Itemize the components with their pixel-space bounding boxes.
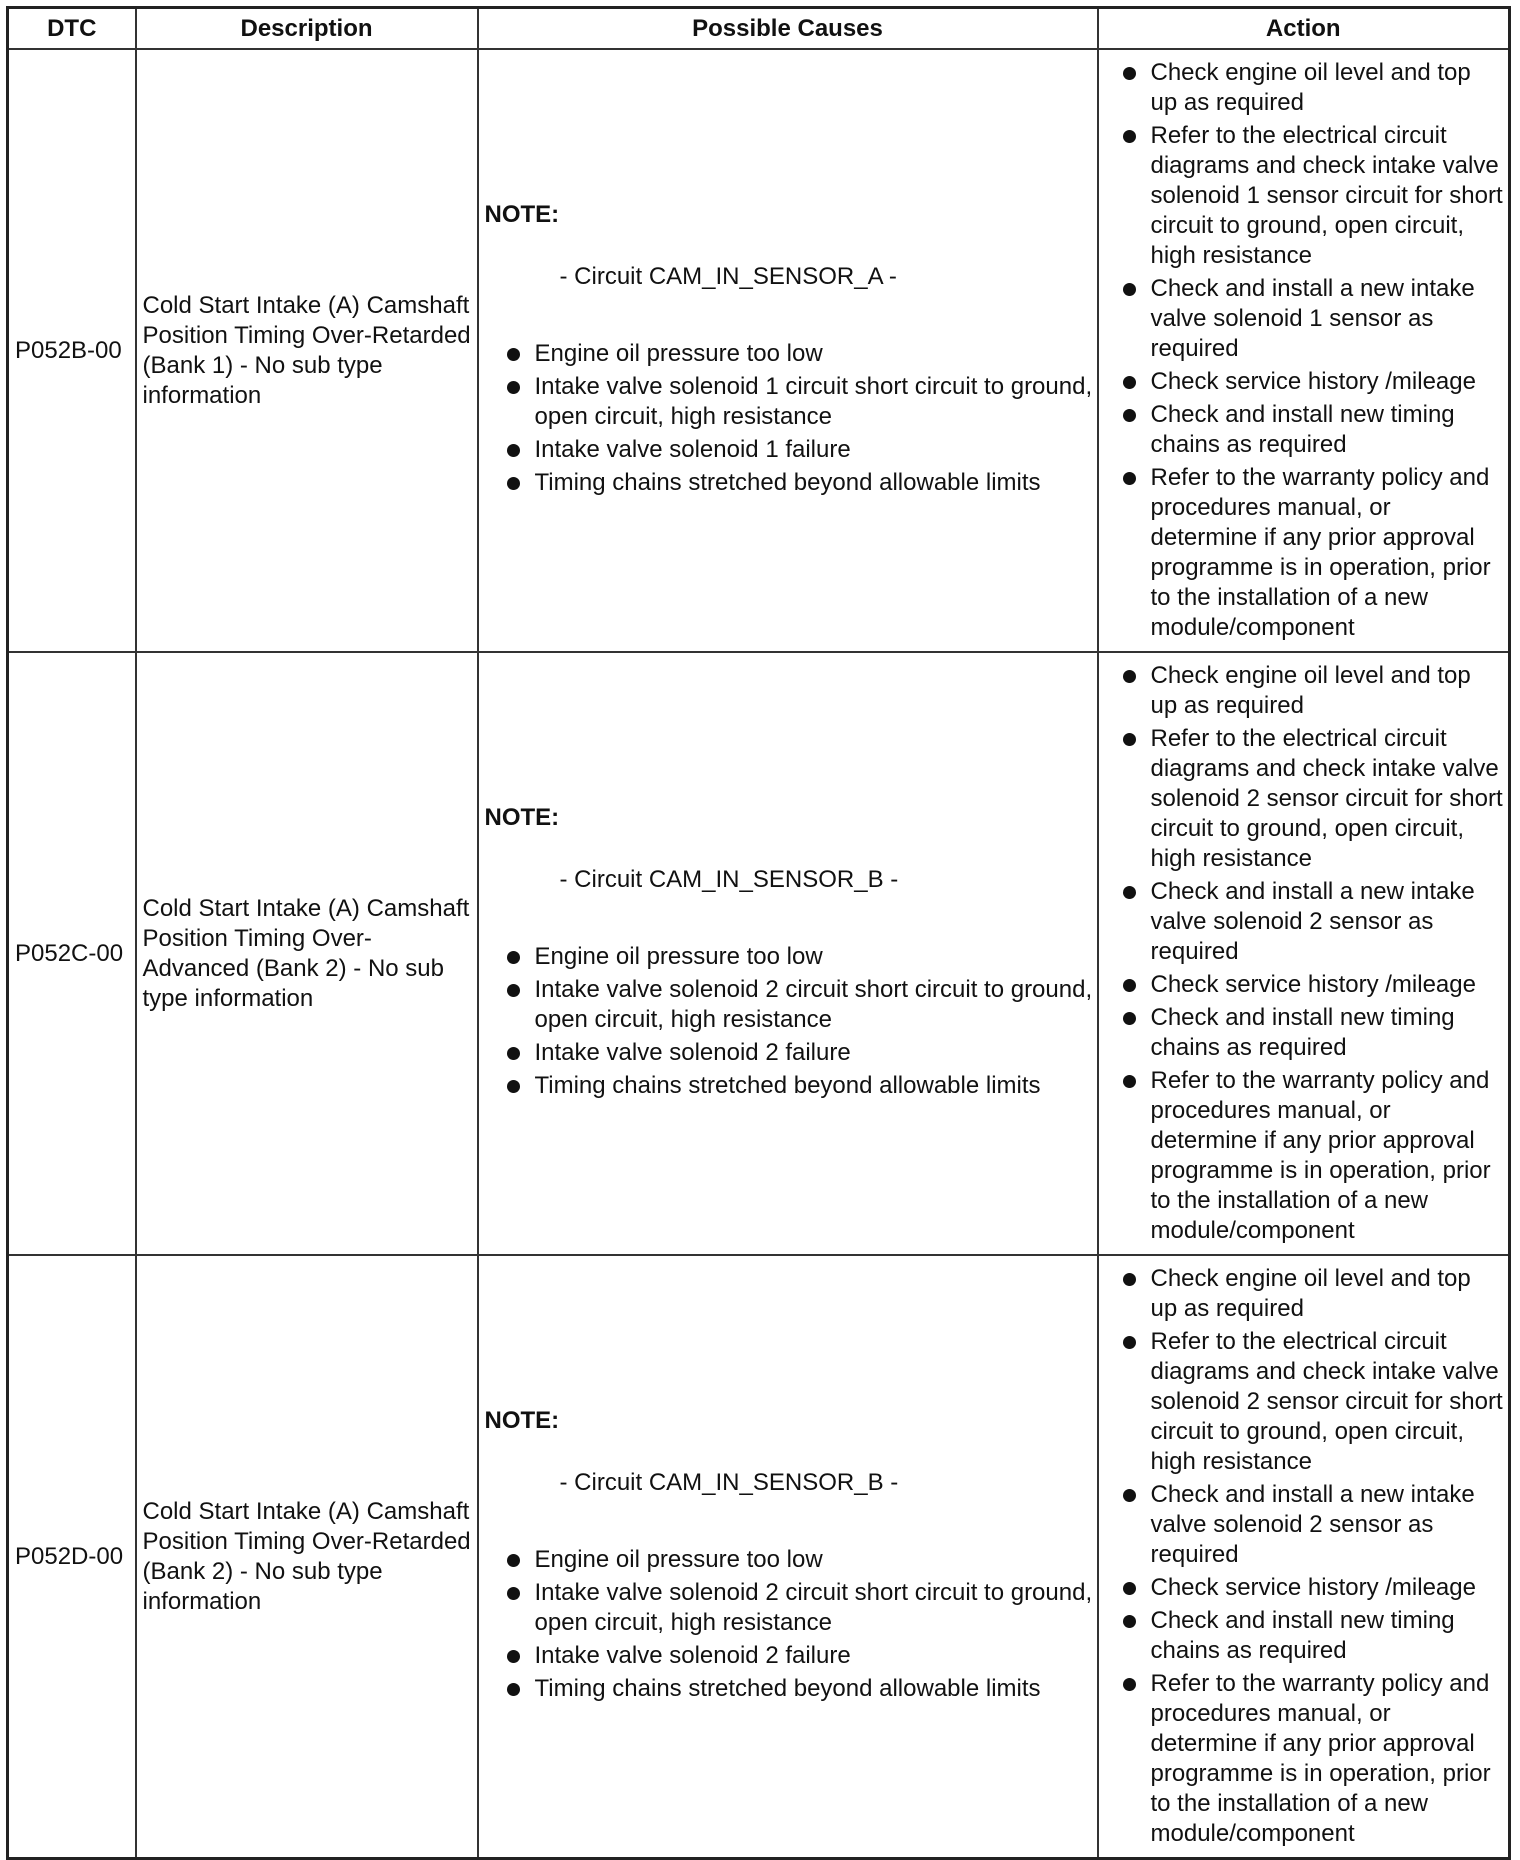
dtc-description: Cold Start Intake (A) Camshaft Position Timing Over-Advanced (Bank 2) - No sub type information: [136, 652, 478, 1255]
causes-list: [485, 942, 1093, 1101]
action-item: [1119, 400, 1505, 460]
action-list: [1119, 58, 1505, 643]
cause-text: Timing chains stretched beyond allowable limits: [534, 1675, 1041, 1702]
action-text: Check engine oil level and top up as required: [1150, 662, 1471, 719]
causes-list: [485, 339, 1093, 498]
action-text: Check engine oil level and top up as required: [1150, 59, 1471, 116]
circuit-name: - Circuit CAM_IN_SENSOR_B -: [559, 1469, 899, 1496]
action-text: Check service history /mileage: [1150, 368, 1476, 395]
bullet-icon: [507, 1650, 520, 1663]
cause-item: [503, 1578, 1093, 1638]
bullet-icon: [1123, 886, 1136, 899]
bullet-icon: [507, 477, 520, 490]
cause-text: Timing chains stretched beyond allowable limits: [534, 1072, 1041, 1099]
bullet-icon: [1123, 130, 1136, 143]
cause-item: [503, 468, 1093, 498]
action-text: Check and install a new intake valve solenoid 1 sensor as required: [1150, 275, 1475, 362]
cause-text: Intake valve solenoid 2 failure: [534, 1039, 851, 1066]
bullet-icon: [507, 1587, 520, 1600]
bullet-icon: [1123, 376, 1136, 389]
cause-item: [503, 1071, 1093, 1101]
note-label: NOTE:: [484, 201, 560, 228]
bullet-icon: [1123, 1678, 1136, 1691]
cause-text: Intake valve solenoid 2 circuit short circuit to ground, open circuit, high resistance: [534, 1579, 1093, 1636]
bullet-icon: [1123, 472, 1136, 485]
action-item: [1119, 661, 1505, 721]
circuit-name: - Circuit CAM_IN_SENSOR_B -: [559, 866, 899, 893]
bullet-icon: [1123, 1075, 1136, 1088]
dtc-code: P052D-00: [8, 1255, 136, 1859]
action-text: Check and install new timing chains as required: [1150, 401, 1455, 458]
bullet-icon: [1123, 1582, 1136, 1595]
note-label: NOTE:: [484, 804, 560, 831]
action-text: Refer to the warranty policy and procedures manual, or determine if any prior approval programme is in operation, prior to the installation of a new module/component: [1150, 1670, 1491, 1847]
bullet-icon: [507, 1080, 520, 1093]
cause-item: [503, 372, 1093, 432]
cause-text: Intake valve solenoid 2 failure: [534, 1642, 851, 1669]
cause-item: [503, 1038, 1093, 1068]
table-row: [8, 652, 1510, 1255]
table-body: [8, 49, 1510, 1859]
action-item: [1119, 1480, 1505, 1570]
cause-item: [503, 339, 1093, 369]
header-possible-causes: Possible Causes: [478, 8, 1098, 50]
note-label: NOTE:: [484, 1407, 560, 1434]
action-text: Check and install a new intake valve solenoid 2 sensor as required: [1150, 1481, 1475, 1568]
header-row: [8, 8, 1510, 50]
bullet-icon: [507, 1554, 520, 1567]
action-item: [1119, 367, 1505, 397]
dtc-description: Cold Start Intake (A) Camshaft Position Timing Over-Retarded (Bank 2) - No sub type information: [136, 1255, 478, 1859]
action-item: [1119, 877, 1505, 967]
possible-causes-cell: [478, 49, 1098, 652]
cause-text: Engine oil pressure too low: [534, 943, 823, 970]
bullet-icon: [1123, 1336, 1136, 1349]
cause-item: [503, 942, 1093, 972]
action-item: [1119, 1066, 1505, 1246]
dtc-description: Cold Start Intake (A) Camshaft Position Timing Over-Retarded (Bank 1) - No sub type information: [136, 49, 478, 652]
action-item: [1119, 970, 1505, 1000]
header-action: Action: [1098, 8, 1510, 50]
action-text: Refer to the electrical circuit diagrams and check intake valve solenoid 2 sensor circuit for short circuit to ground, open circuit, high resistance: [1150, 1328, 1503, 1475]
bullet-icon: [1123, 409, 1136, 422]
cause-text: Intake valve solenoid 1 failure: [534, 436, 851, 463]
bullet-icon: [1123, 67, 1136, 80]
bullet-icon: [1123, 1615, 1136, 1628]
cause-text: Engine oil pressure too low: [534, 340, 823, 367]
table-row: [8, 1255, 1510, 1859]
causes-list: [485, 1545, 1093, 1704]
bullet-icon: [507, 348, 520, 361]
action-list: [1119, 1264, 1505, 1849]
action-text: Check service history /mileage: [1150, 971, 1476, 998]
action-item: [1119, 1003, 1505, 1063]
action-cell: [1098, 652, 1510, 1255]
cause-text: Intake valve solenoid 2 circuit short circuit to ground, open circuit, high resistance: [534, 976, 1093, 1033]
action-text: Check engine oil level and top up as required: [1150, 1265, 1471, 1322]
action-text: Refer to the warranty policy and procedures manual, or determine if any prior approval programme is in operation, prior to the installation of a new module/component: [1150, 464, 1491, 641]
cause-item: [503, 975, 1093, 1035]
header-description: Description: [136, 8, 478, 50]
bullet-icon: [507, 984, 520, 997]
dtc-code: P052B-00: [8, 49, 136, 652]
cause-text: Timing chains stretched beyond allowable limits: [534, 469, 1041, 496]
action-text: Check and install new timing chains as required: [1150, 1607, 1455, 1664]
bullet-icon: [1123, 733, 1136, 746]
possible-causes-cell: [478, 1255, 1098, 1859]
dtc-code: P052C-00: [8, 652, 136, 1255]
cause-item: [503, 1545, 1093, 1575]
dtc-table: [6, 6, 1511, 1860]
cause-item: [503, 435, 1093, 465]
action-item: [1119, 121, 1505, 271]
action-text: Check and install a new intake valve solenoid 2 sensor as required: [1150, 878, 1475, 965]
action-text: Check and install new timing chains as required: [1150, 1004, 1455, 1061]
cause-item: [503, 1674, 1093, 1704]
bullet-icon: [1123, 283, 1136, 296]
action-cell: [1098, 49, 1510, 652]
action-text: Refer to the electrical circuit diagrams and check intake valve solenoid 1 sensor circuit for short circuit to ground, open circuit, high resistance: [1150, 122, 1503, 269]
action-item: [1119, 1573, 1505, 1603]
action-item: [1119, 724, 1505, 874]
cause-text: Engine oil pressure too low: [534, 1546, 823, 1573]
action-cell: [1098, 1255, 1510, 1859]
bullet-icon: [1123, 1012, 1136, 1025]
bullet-icon: [1123, 979, 1136, 992]
action-item: [1119, 1264, 1505, 1324]
action-item: [1119, 1606, 1505, 1666]
bullet-icon: [1123, 1273, 1136, 1286]
bullet-icon: [507, 381, 520, 394]
action-item: [1119, 274, 1505, 364]
bullet-icon: [507, 951, 520, 964]
cause-text: Intake valve solenoid 1 circuit short circuit to ground, open circuit, high resistance: [534, 373, 1093, 430]
possible-causes-cell: [478, 652, 1098, 1255]
bullet-icon: [507, 1683, 520, 1696]
bullet-icon: [1123, 670, 1136, 683]
bullet-icon: [507, 1047, 520, 1060]
cause-item: [503, 1641, 1093, 1671]
action-text: Check service history /mileage: [1150, 1574, 1476, 1601]
action-item: [1119, 1327, 1505, 1477]
bullet-icon: [1123, 1489, 1136, 1502]
header-dtc: DTC: [8, 8, 136, 50]
table-header: [8, 8, 1510, 50]
action-text: Refer to the warranty policy and procedures manual, or determine if any prior approval programme is in operation, prior to the installation of a new module/component: [1150, 1067, 1491, 1244]
action-item: [1119, 463, 1505, 643]
action-item: [1119, 58, 1505, 118]
action-item: [1119, 1669, 1505, 1849]
action-list: [1119, 661, 1505, 1246]
circuit-name: - Circuit CAM_IN_SENSOR_A -: [559, 263, 897, 290]
bullet-icon: [507, 444, 520, 457]
table-row: [8, 49, 1510, 652]
action-text: Refer to the electrical circuit diagrams and check intake valve solenoid 2 sensor circuit for short circuit to ground, open circuit, high resistance: [1150, 725, 1503, 872]
